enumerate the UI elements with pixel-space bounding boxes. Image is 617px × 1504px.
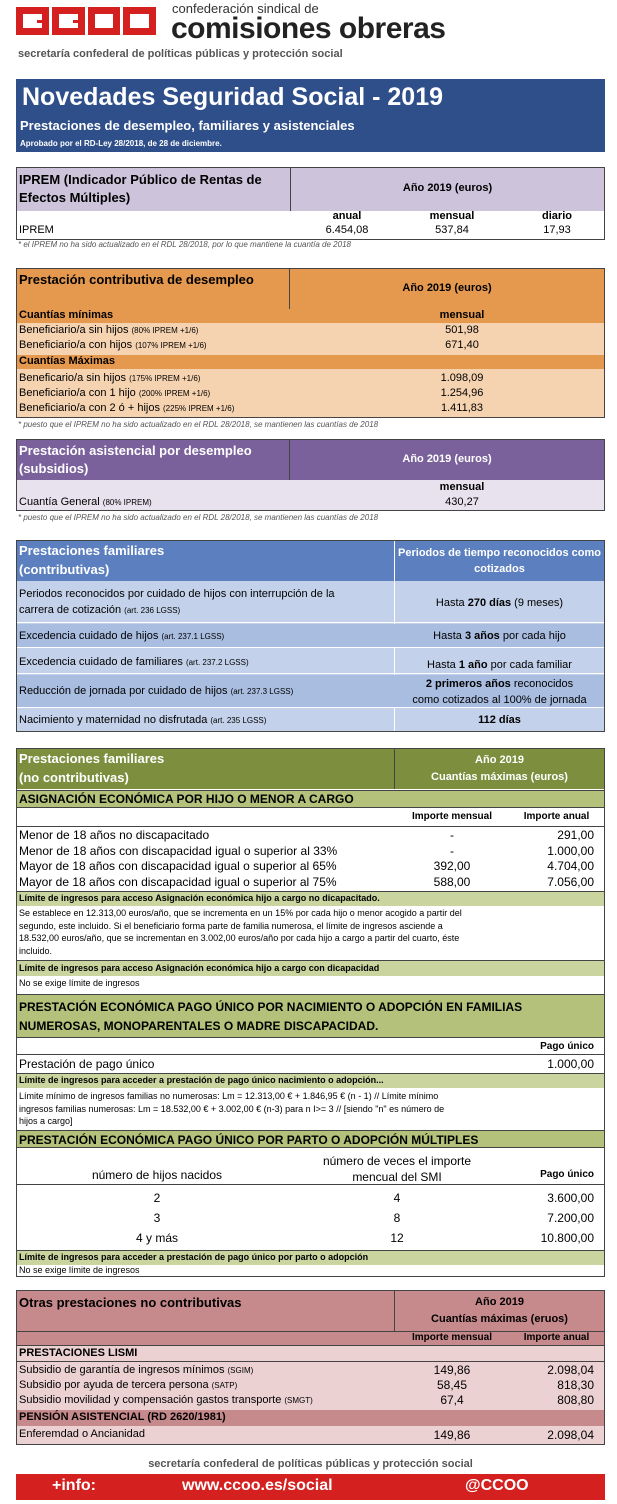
ccoo-logo <box>16 7 156 35</box>
asig-row-label: Mayor de 18 años con discapacidad igual o superior al 65% <box>19 859 337 873</box>
max-row-value: 1.254,96 <box>440 387 484 399</box>
min-row-value: 671,40 <box>445 339 479 351</box>
pu-title2: NUMEROSAS, MONOPARENTALES O MADRE DISCAPACIDAD. <box>19 1019 379 1033</box>
famnc-cuantias: Cuantías máximas (euros) <box>431 771 568 783</box>
asig-row-anual: 7.056,00 <box>547 874 594 889</box>
iprem-year: Año 2019 (euros) <box>402 182 493 194</box>
famc-row-label: Periodos reconocidos por cuidado de hijos con interrupción de la carrera de cotización (art. 236 LGSS) <box>19 588 335 616</box>
contributiva-title: Prestación contributiva de desempleo <box>19 272 254 287</box>
asig-row-mensual: - <box>450 843 454 858</box>
pm-col3-values: 3.600,00 7.200,00 10.800,00 <box>540 1191 594 1245</box>
otras-cuantias: Cuantías máximas (eruos) <box>431 1313 568 1325</box>
asig-row-label: Mayor de 18 años con discapacidad igual o superior al 75% <box>19 874 337 889</box>
confederacion-text: confederación sindical de <box>172 1 319 16</box>
pension-anual: 2.098,04 <box>547 1428 594 1442</box>
pension-mensual: 149,86 <box>433 1428 471 1442</box>
famc-row-value: 112 días <box>478 714 521 726</box>
asignacion-mensual <box>397 828 507 890</box>
pm-col3: Pago único <box>540 1169 594 1180</box>
asignacion-title: ASIGNACIÓN ECONÓMICA POR HIJO O MENOR A CARGO <box>19 792 354 806</box>
contributiva-note: * puesto que el IPREM no ha sido actualizado en el RDL 28/2018, se mantienen las cuantías de 2018 <box>18 420 379 429</box>
otras-title: Otras prestaciones no contributivas <box>19 1295 242 1310</box>
limite1-title: Límite de ingresos para acceso Asignación económica hijo a cargo no dicapacitado. <box>19 893 380 903</box>
famc-row-value: 2 primeros años reconocidos como cotizados al 100% de jornada <box>412 678 587 706</box>
lismi-row-label: Subsidio de garantía de ingresos mínimos (SGIM) <box>19 1364 254 1376</box>
iprem-title: IPREM (Indicador Público de Rentas de Efectos Múltiples) <box>19 172 262 205</box>
asignacion-anual <box>509 828 594 890</box>
asistencial-mensual: mensual <box>439 481 485 493</box>
pu-lim-text: Límite mínimo de ingresos familias no numerosas: Lm = 12.313,00 € + 1.846,95 € (n - 1) // Límite mínimo ingresos familias numerosas: Lm = 18.532,00 € + 3.002,00 € (n-3) para n I>= 3 // [siendo "n" es número de hijos a cargo] <box>19 1091 445 1126</box>
asig-row-label: Menor de 18 años no discapacitado <box>19 828 210 842</box>
asignacion-labels <box>19 828 337 890</box>
info-label: +info: <box>52 1477 96 1494</box>
contributiva-mensual: mensual <box>439 309 485 321</box>
asig-row-mensual: 588,00 <box>433 874 471 889</box>
famnc-title2: (no contributivas) <box>19 770 129 785</box>
pension-title: PENSIÓN ASISTENCIAL (RD 2620/1981) <box>19 1411 226 1423</box>
importe-mensual-head: Importe mensual <box>411 811 493 822</box>
asistencial-year: Año 2019 (euros) <box>402 453 492 465</box>
max-row-value: 1.098,09 <box>440 372 484 384</box>
cuantias-minimas-label: Cuantías mínimas <box>19 309 114 321</box>
lismi-row-label: Subsidio movilidad y compensación gastos transporte (SMGT) <box>19 1394 313 1406</box>
secretaria-header: secretaría confederal de políticas públicas y protección social <box>18 48 343 60</box>
asig-row-anual: 1.000,00 <box>547 843 594 858</box>
asig-row-mensual: 392,00 <box>433 859 471 873</box>
min-row-label: Beneficiario/a sin hijos (80% IPREM +1/6) <box>19 324 199 336</box>
lismi-title: PRESTACIONES LISMI <box>19 1347 138 1359</box>
contributiva-year: Año 2019 (euros) <box>402 282 492 294</box>
iprem-col-mensual: mensual <box>429 210 475 222</box>
footer-bar <box>16 1474 605 1500</box>
iprem-anual: 6.454,08 <box>325 224 369 236</box>
otras-ia: Importe anual <box>523 1332 590 1343</box>
asistencial-note: * puesto que el IPREM no ha sido actualizado en el RDL 28/2018, se mantienen las cuantías de 2018 <box>18 513 379 522</box>
famc-row-label: Excedencia cuidado de familiares (art. 237.2 LGSS) <box>19 656 249 668</box>
max-row-label: Beneficario/a sin hijos (175% IPREM +1/6) <box>19 372 201 384</box>
pu-title: PRESTACIÓN ECONÓMICA PAGO ÚNICO POR NACIMIENTO O ADOPCIÓN EN FAMILIAS <box>19 1000 523 1014</box>
cuantia-general-label: Cuantía General (80% IPREM) <box>19 496 152 508</box>
pm-col2-values: 4 8 12 <box>390 1191 404 1245</box>
famc-row-value: Hasta 270 días (9 meses) <box>435 597 564 609</box>
iprem-col-diario: diario <box>542 210 572 222</box>
page-subtitle: Prestaciones de desempleo, familiares y asistenciales <box>20 118 355 133</box>
limite2-title: Límite de ingresos para acceso Asignación económica hijo a cargo con dicapacidad <box>19 963 380 973</box>
pm-col1-values: 2 3 4 y más <box>135 1191 178 1245</box>
famc-title: Prestaciones familiares <box>19 543 165 558</box>
famc-row-label: Nacimiento y maternidad no disfrutada (art. 235 LGSS) <box>19 714 267 726</box>
cuantia-general-value: 430,27 <box>445 496 479 508</box>
pm-col1: número de hijos nacidos <box>91 1168 223 1182</box>
asig-row-anual: 291,00 <box>557 828 594 842</box>
otras-im: Importe mensual <box>411 1332 493 1343</box>
pu-head: Pago único <box>540 1041 594 1052</box>
pu-lim-title: Límite de ingresos para acceder a prestación de pago único nacimiento o adopción... <box>19 1075 384 1085</box>
web-link[interactable]: www.ccoo.es/social <box>182 1477 333 1494</box>
iprem-col-anual: anual <box>332 210 362 222</box>
iprem-section <box>16 167 605 240</box>
twitter-link[interactable]: @CCOO <box>465 1477 529 1494</box>
iprem-note: * el IPREM no ha sido actualizado en el RDL 28/2018, por lo que mantiene la cuantía de 2018 <box>18 240 351 249</box>
min-row-value: 501,98 <box>445 324 479 336</box>
pm-lim-text: No se exige límite de ingresos <box>19 1265 140 1275</box>
page-title: Novedades Seguridad Social - 2019 <box>22 83 443 111</box>
asig-row-mensual: - <box>450 828 454 842</box>
familiares-contributivas-section <box>16 540 605 732</box>
pu-label: Prestación de pago único <box>19 1057 155 1071</box>
asistencial-title: Prestación asistencial por desempleo (subsidios) <box>19 443 252 476</box>
asig-row-anual: 4.704,00 <box>547 859 594 873</box>
pension-label: Enferemdad o Ancianidad <box>19 1428 145 1440</box>
famc-row-value: Hasta 3 años por cada hijo <box>433 630 566 642</box>
famc-title2: (contributivas) <box>19 562 110 577</box>
max-row-value: 1.411,83 <box>440 402 483 414</box>
lismi-labels <box>19 1363 313 1408</box>
limite1-text: Se establece en 12.313,00 euros/año, que se incrementa en un 15% por cada hijo o menor acogido a partir del segundo, este incluido. Si el beneficiario forma parte de familia numerosa, el límite de ingresos asciende a 18.532,00 euros/año, que se incrementan en 3.002,00 euros/año por cada hijo a cargo a partir del cuarto, éste incluido. <box>19 908 462 956</box>
famc-head: Periodos de tiempo reconocidos como cotizados <box>398 547 601 575</box>
famnc-title: Prestaciones familiares <box>19 751 165 766</box>
famc-row-label: Reducción de jornada por cuidado de hijos (art. 237.3 LGSS) <box>19 685 294 697</box>
iprem-mensual: 537,84 <box>435 224 469 236</box>
famc-row-value: Hasta 1 año por cada familiar <box>427 659 572 671</box>
asistencial-section <box>16 439 605 511</box>
familiares-no-contributivas-section <box>16 748 605 1277</box>
max-row-label: Beneficiario/a con 2 ó + hijos (225% IPREM +1/6) <box>19 402 235 414</box>
lismi-row-label: Subsidio por ayuda de tercera persona (SATP) <box>19 1379 238 1391</box>
lismi-anual: 2.098,04 818,30 808,80 <box>547 1363 594 1407</box>
pm-title: PRESTACIÓN ECONÓMICA PAGO ÚNICO POR PARTO O ADOPCIÓN MÚLTIPLES <box>19 1133 479 1147</box>
famnc-year: Año 2019 <box>475 754 524 766</box>
asig-row-label: Menor de 18 años con discapacidad igual o superior al 33% <box>19 843 338 858</box>
iprem-label: IPREM <box>19 224 54 236</box>
famc-row-label: Excedencia cuidado de hijos (art. 237.1 LGSS) <box>19 630 225 642</box>
pu-value: 1.000,00 <box>547 1057 594 1071</box>
otras-year: Año 2019 <box>475 1296 524 1308</box>
pm-lim-title: Límite de ingresos para acceder a prestación de pago único por parto o adopción <box>19 1252 369 1262</box>
pm-col2: número de veces el importe mencual del SMI <box>322 1154 472 1184</box>
approved-text: Aprobado por el RD-Ley 28/2018, de 28 de diciembre. <box>20 139 222 148</box>
org-name: comisiones obreras <box>171 12 446 45</box>
lismi-mensual: 149,86 58,45 67,4 <box>433 1363 471 1407</box>
iprem-diario: 17,93 <box>543 224 571 236</box>
contributiva-section <box>16 268 605 418</box>
title-block <box>16 79 605 152</box>
limite2-text: No se exige límite de ingresos <box>19 978 140 988</box>
max-row-label: Beneficiario/a con 1 hijo (200% IPREM +1/6) <box>19 387 211 399</box>
secretaria-footer: secretaría confederal de políticas públicas y protección social <box>148 1458 473 1470</box>
cuantias-maximas-label: Cuantías Máximas <box>19 355 115 367</box>
min-row-label: Beneficiario/a con hijos (107% IPREM +1/6) <box>19 339 207 351</box>
otras-section <box>16 1290 605 1445</box>
importe-anual-head: Importe anual <box>523 811 590 822</box>
